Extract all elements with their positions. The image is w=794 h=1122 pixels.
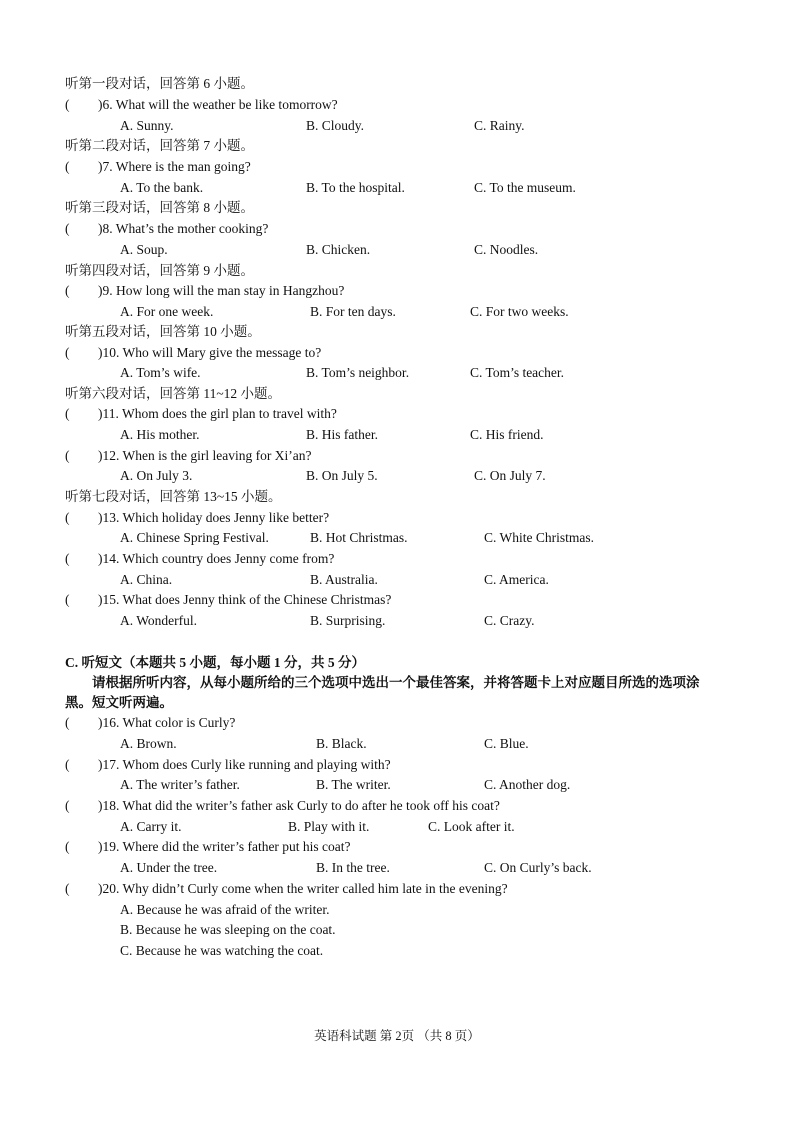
answer-blank: (: [65, 283, 70, 298]
answer-option: A. Wonderful.: [120, 613, 198, 628]
question: [65, 344, 321, 362]
answer-option: C. His friend.: [470, 427, 544, 442]
answer-option: A. His mother.: [120, 427, 200, 442]
question: [65, 880, 508, 898]
dialogue-instruction: 听第三段对话，回答第 8 小题。: [65, 200, 254, 215]
question: [65, 550, 334, 568]
answer-option: B. Black.: [316, 736, 367, 751]
answer-option: B. Play with it.: [288, 819, 370, 834]
question: [65, 220, 268, 238]
answer-option: B. Hot Christmas.: [310, 530, 408, 545]
answer-option: A. For one week.: [120, 304, 214, 319]
answer-blank: (: [65, 345, 70, 360]
answer-blank: (: [65, 97, 70, 112]
answer-blank: (: [65, 221, 70, 236]
answer-option: A. Tom’s wife.: [120, 365, 201, 380]
answer-option: C. America.: [484, 572, 549, 587]
answer-blank: (: [65, 592, 70, 607]
question: [65, 714, 235, 732]
answer-option: C. Rainy.: [474, 118, 525, 133]
answer-blank: (: [65, 798, 70, 813]
answer-blank: (: [65, 448, 70, 463]
question-text: )9. How long will the man stay in Hangzhou?: [98, 283, 345, 298]
question: [65, 282, 344, 300]
answer-option: C. Noodles.: [474, 242, 539, 257]
answer-option: C. On July 7.: [474, 468, 546, 483]
question: [65, 591, 391, 609]
question: [65, 158, 251, 176]
question-text: )7. Where is the man going?: [98, 159, 251, 174]
dialogue-instruction: 听第六段对话，回答第 11~12 小题。: [65, 386, 282, 401]
answer-option: A. To the bank.: [120, 180, 204, 195]
answer-option: B. His father.: [306, 427, 378, 442]
answer-option: A. The writer’s father.: [120, 777, 240, 792]
answer-option: C. On Curly’s back.: [484, 860, 592, 875]
answer-option: C. Another dog.: [484, 777, 571, 792]
question-text: )10. Who will Mary give the message to?: [98, 345, 322, 360]
question-text: )15. What does Jenny think of the Chinese Christmas?: [98, 592, 392, 607]
answer-option: A. Sunny.: [120, 118, 174, 133]
answer-option: A. On July 3.: [120, 468, 193, 483]
answer-option: C. Tom’s teacher.: [470, 365, 565, 380]
answer-blank: (: [65, 881, 70, 896]
answer-option: A. Soup.: [120, 242, 168, 257]
answer-option: C. White Christmas.: [484, 530, 594, 545]
dialogue-instruction: 听第四段对话，回答第 9 小题。: [65, 263, 254, 278]
answer-option: B. Chicken.: [306, 242, 371, 257]
answer-option: B. Australia.: [310, 572, 378, 587]
section-heading: 请根据所听内容，从每小题所给的三个选项中选出一个最佳答案，并将答题卡上对应题目所选的选项涂: [92, 675, 700, 690]
answer-option: A. Because he was afraid of the writer.: [120, 902, 330, 917]
answer-option: B. Surprising.: [310, 613, 386, 628]
question: [65, 447, 311, 465]
answer-option: B. To the hospital.: [306, 180, 405, 195]
dialogue-instruction: 听第五段对话，回答第 10 小题。: [65, 324, 261, 339]
answer-blank: (: [65, 715, 70, 730]
answer-option: A. Chinese Spring Festival.: [120, 530, 269, 545]
question-text: )18. What did the writer’s father ask Curly to do after he took off his coat?: [98, 798, 500, 813]
question: [65, 405, 337, 423]
question: [65, 838, 351, 856]
question-text: )19. Where did the writer’s father put his coat?: [98, 839, 351, 854]
question-text: )6. What will the weather be like tomorrow?: [98, 97, 338, 112]
answer-blank: (: [65, 551, 70, 566]
question-text: )11. Whom does the girl plan to travel with?: [98, 406, 337, 421]
answer-blank: (: [65, 159, 70, 174]
question-text: )16. What color is Curly?: [98, 715, 236, 730]
question: [65, 797, 500, 815]
question: [65, 509, 329, 527]
dialogue-instruction: 听第七段对话，回答第 13~15 小题。: [65, 489, 282, 504]
answer-option: C. Crazy.: [484, 613, 535, 628]
question: [65, 96, 338, 114]
section-heading: C. 听短文（本题共 5 小题，每小题 1 分，共 5 分）: [65, 655, 365, 670]
answer-option: A. China.: [120, 572, 173, 587]
answer-option: C. Because he was watching the coat.: [120, 943, 324, 958]
answer-blank: (: [65, 839, 70, 854]
question-text: )14. Which country does Jenny come from?: [98, 551, 335, 566]
question-text: )20. Why didn’t Curly come when the writer called him late in the evening?: [98, 881, 508, 896]
answer-option: A. Under the tree.: [120, 860, 218, 875]
question-text: )17. Whom does Curly like running and playing with?: [98, 757, 391, 772]
answer-option: B. In the tree.: [316, 860, 390, 875]
answer-blank: (: [65, 510, 70, 525]
answer-option: B. Because he was sleeping on the coat.: [120, 922, 336, 937]
answer-blank: (: [65, 406, 70, 421]
dialogue-instruction: 听第一段对话，回答第 6 小题。: [65, 76, 254, 91]
dialogue-instruction: 听第二段对话，回答第 7 小题。: [65, 138, 254, 153]
answer-option: C. To the museum.: [474, 180, 576, 195]
answer-option: B. On July 5.: [306, 468, 378, 483]
answer-option: B. The writer.: [316, 777, 391, 792]
question-text: )12. When is the girl leaving for Xi’an?: [98, 448, 312, 463]
question-text: )8. What’s the mother cooking?: [98, 221, 269, 236]
page-footer: 英语科试题 第 2页 （共 8 页）: [314, 1029, 480, 1043]
answer-option: C. Look after it.: [428, 819, 515, 834]
answer-option: B. Cloudy.: [306, 118, 365, 133]
answer-option: B. For ten days.: [310, 304, 396, 319]
answer-option: A. Carry it.: [120, 819, 182, 834]
answer-option: C. Blue.: [484, 736, 529, 751]
answer-option: B. Tom’s neighbor.: [306, 365, 410, 380]
section-heading: 黑。短文听两遍。: [65, 695, 173, 710]
question-text: )13. Which holiday does Jenny like better?: [98, 510, 330, 525]
question: [65, 756, 391, 774]
answer-option: C. For two weeks.: [470, 304, 569, 319]
answer-option: A. Brown.: [120, 736, 177, 751]
answer-blank: (: [65, 757, 70, 772]
